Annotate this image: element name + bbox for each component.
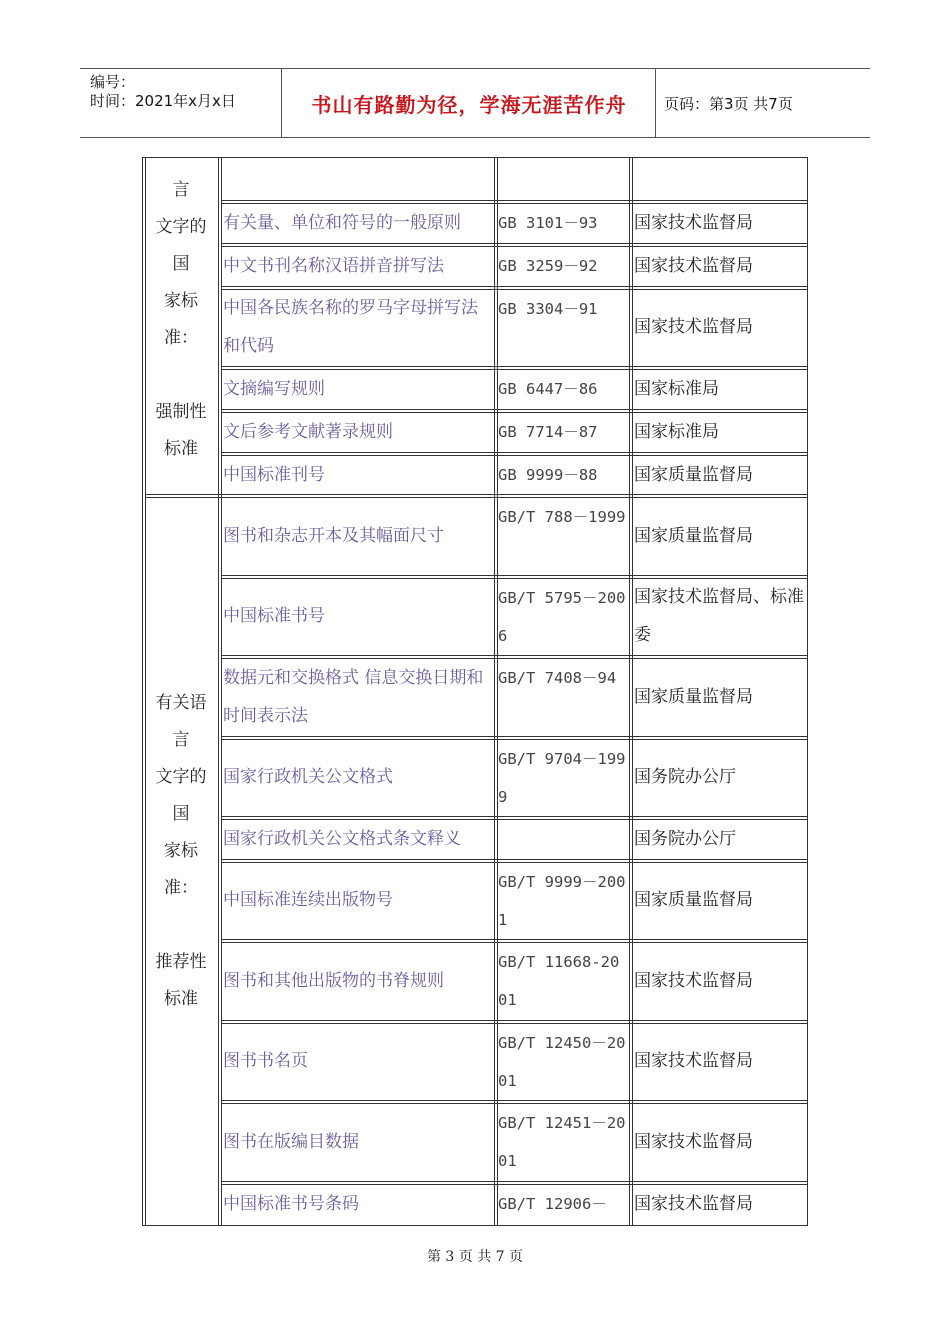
issuing-authority: 国家技术监督局	[634, 1051, 753, 1071]
standard-code: GB 9999－88	[498, 466, 598, 484]
standard-name: 图书书名页	[223, 1051, 308, 1071]
issuing-authority: 国务院办公厅	[634, 829, 736, 849]
row-divider	[221, 452, 808, 453]
standard-code: GB 3304－91	[498, 300, 598, 318]
category-line: 准：	[164, 878, 198, 898]
standard-name: 文后参考文献著录规则	[223, 422, 393, 442]
standard-name: 图书和杂志开本及其幅面尺寸	[223, 525, 444, 546]
time-label: 时间：2021年x月x日	[90, 92, 236, 110]
category-line: 准：	[164, 328, 198, 348]
standard-name: 中文书刊名称汉语拼音拼写法	[223, 256, 444, 276]
row-divider	[221, 575, 808, 576]
row-divider	[221, 200, 808, 201]
standard-name: 国家行政机关公文格式条文释义	[223, 829, 461, 849]
category-line	[142, 907, 220, 944]
issuing-authority: 国家标准局	[634, 422, 719, 442]
standard-code	[498, 820, 628, 857]
category-line: 国	[172, 254, 190, 274]
row-divider	[221, 655, 808, 656]
row-divider	[221, 816, 808, 817]
issuing-authority: 国家技术监督局	[634, 1194, 753, 1214]
standard-name: 文摘编写规则	[223, 379, 325, 399]
row-divider	[221, 366, 808, 367]
issuing-authority: 国家技术监督局	[634, 213, 753, 233]
row-divider	[221, 1181, 808, 1182]
standard-code: GB/T 11668-2001	[498, 953, 620, 1009]
issuing-authority: 国家标准局	[634, 379, 719, 399]
issuing-authority: 国务院办公厅	[634, 767, 736, 787]
standard-name: 中国各民族名称的罗马字母拼写法和代码	[223, 298, 478, 356]
standard-name: 中国标准连续出版物号	[223, 890, 393, 910]
column-divider	[494, 157, 495, 1226]
category-line: 强制性	[155, 402, 207, 422]
standard-code: GB/T 12906－	[498, 1195, 607, 1213]
standard-name: 图书和其他出版物的书脊规则	[223, 970, 444, 991]
standard-code: GB/T 12451－2001	[498, 1114, 626, 1170]
header-meta	[90, 73, 236, 111]
category-line: 文字的	[155, 217, 207, 237]
issuing-authority: 国家质量监督局	[634, 686, 753, 707]
issuing-authority: 国家技术监督局	[634, 1131, 753, 1152]
category-line: 标准	[164, 989, 198, 1009]
row-divider	[221, 286, 808, 287]
standard-name	[223, 161, 491, 198]
category-line: 推荐性	[155, 952, 207, 972]
standard-name: 中国标准书号条码	[223, 1194, 359, 1214]
issuing-authority: 国家技术监督局、标准委	[634, 587, 804, 645]
row-divider	[221, 736, 808, 737]
issuing-authority: 国家质量监督局	[634, 465, 753, 485]
category-line: 有关语	[155, 693, 207, 713]
column-divider	[629, 157, 630, 1226]
category-mandatory	[142, 172, 220, 468]
row-divider	[221, 939, 808, 940]
standard-code: GB/T 12450－2001	[498, 1034, 626, 1090]
standard-name: 数据元和交换格式 信息交换日期和时间表示法	[223, 667, 484, 726]
category-line: 标准	[164, 439, 198, 459]
standard-code: GB 3101－93	[498, 214, 598, 232]
standard-code: GB/T 7408－94	[498, 669, 617, 687]
page-footer: 第 3 页 共 7 页	[426, 1249, 524, 1265]
issuing-authority: 国家技术监督局	[634, 970, 753, 991]
standard-code: GB 3259－92	[498, 257, 598, 275]
standards-table	[142, 157, 808, 1226]
row-divider	[221, 409, 808, 410]
standard-code: GB 6447－86	[498, 380, 598, 398]
standard-name: 中国标准书号	[223, 606, 325, 626]
standard-name: 国家行政机关公文格式	[223, 767, 393, 787]
category-line: 家标	[164, 841, 198, 861]
standard-code: GB/T 9704－1999	[498, 750, 626, 806]
standard-code	[498, 161, 628, 198]
row-divider	[221, 494, 808, 495]
issuing-authority	[634, 161, 806, 198]
standard-code: GB/T 9999－2001	[498, 873, 626, 929]
standard-code: GB 7714－87	[498, 423, 598, 441]
category-line: 文字的	[155, 767, 207, 787]
row-divider	[221, 1100, 808, 1101]
column-divider	[632, 157, 633, 1226]
standard-name: 有关量、单位和符号的一般原则	[223, 213, 461, 233]
standard-code: GB/T 788－1999	[498, 508, 626, 526]
page-header	[80, 68, 870, 138]
row-divider	[221, 859, 808, 860]
row-divider	[221, 1020, 808, 1021]
category-line: 国	[172, 804, 190, 824]
number-label: 编号：	[90, 73, 136, 91]
category-line: 言	[172, 730, 190, 750]
category-line	[142, 357, 220, 394]
category-divider	[145, 497, 221, 498]
standard-code: GB/T 5795－2006	[498, 589, 626, 645]
row-divider	[221, 243, 808, 244]
category-divider	[145, 494, 221, 495]
page-indicator: 页码：第3页 共7页	[664, 95, 793, 113]
header-motto: 书山有路勤为径，学海无涯苦作舟	[311, 93, 627, 117]
category-recommended	[142, 685, 220, 1018]
issuing-authority: 国家质量监督局	[634, 890, 753, 910]
issuing-authority: 国家技术监督局	[634, 317, 753, 337]
standard-name: 图书在版编目数据	[223, 1131, 359, 1152]
category-line: 家标	[164, 291, 198, 311]
column-divider	[221, 157, 222, 1226]
issuing-authority: 国家质量监督局	[634, 525, 753, 546]
issuing-authority: 国家技术监督局	[634, 256, 753, 276]
category-line: 言	[172, 180, 190, 200]
standard-name: 中国标准刊号	[223, 465, 325, 485]
